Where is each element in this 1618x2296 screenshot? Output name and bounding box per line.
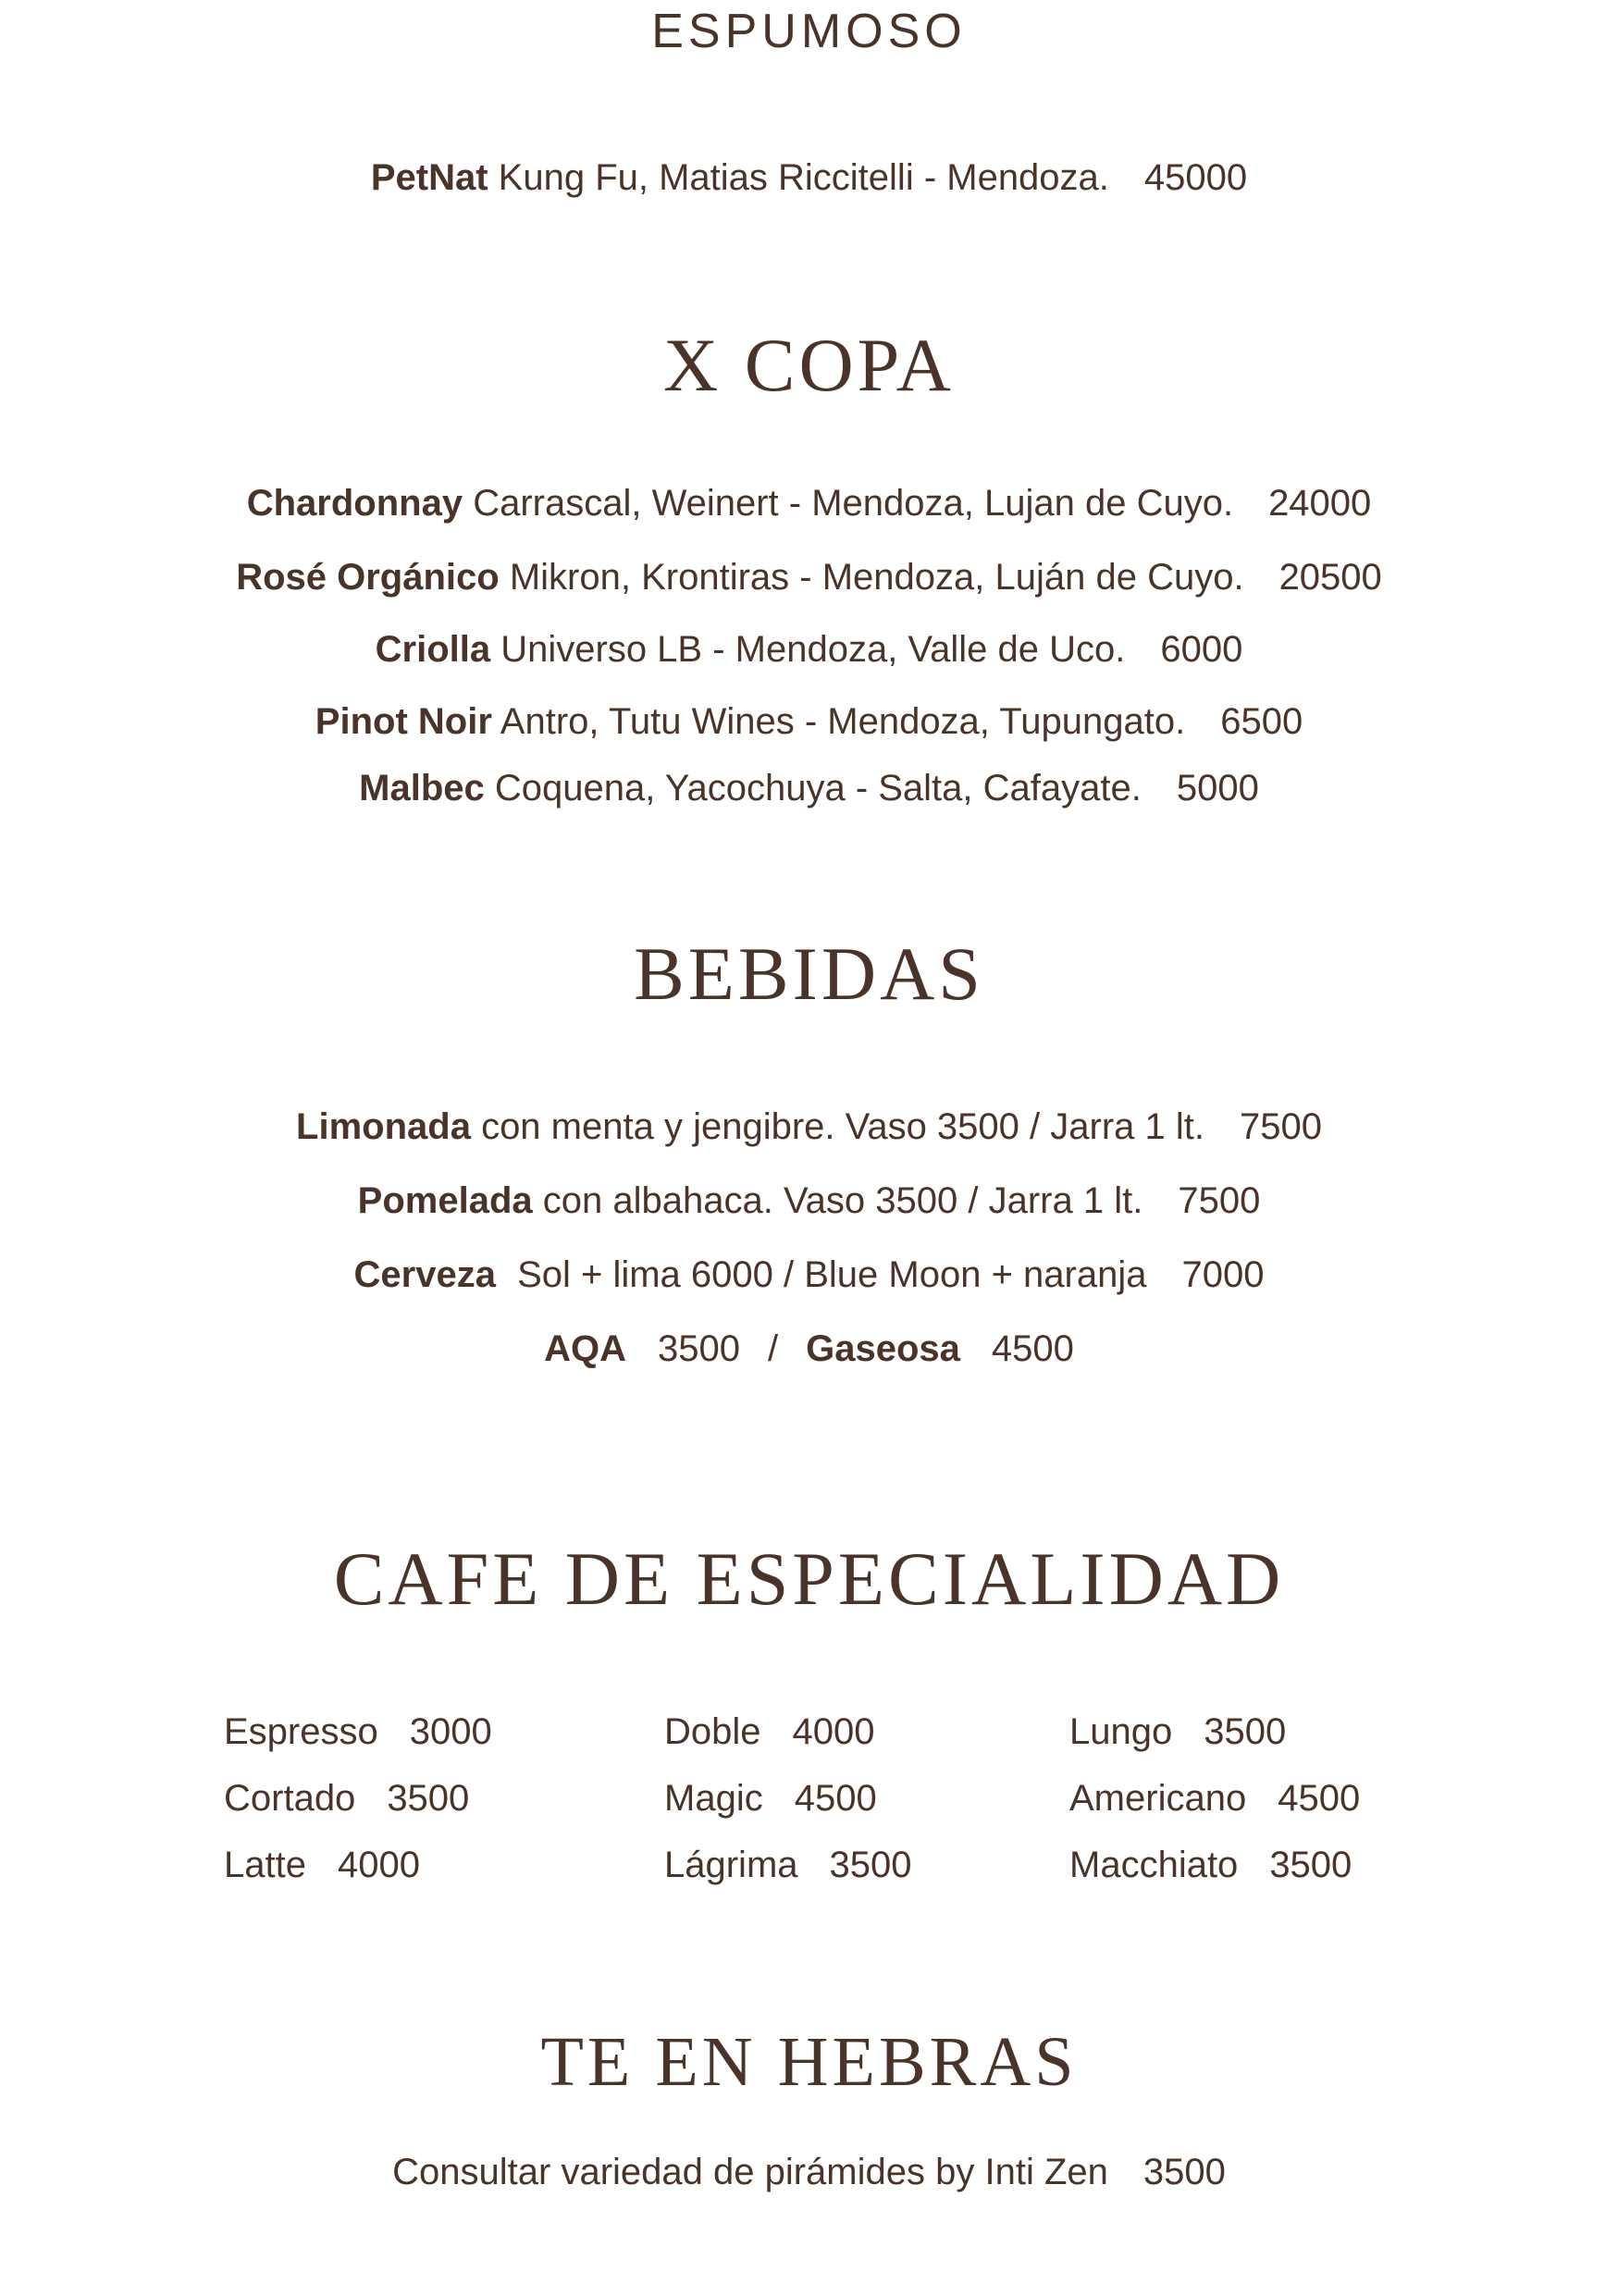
coffee-name: Americano (1069, 1778, 1247, 1819)
coffee-column-3 (1069, 1698, 1360, 1898)
coffee-price: 4500 (794, 1778, 877, 1819)
coffee-name: Espresso (224, 1711, 378, 1752)
menu-item-chardonnay (0, 483, 1618, 525)
section-title-bebidas: BEBIDAS (634, 932, 984, 1016)
item-desc: con albahaca. Vaso 3500 / Jarra 1 lt. (542, 1180, 1143, 1221)
item-price: 5000 (1176, 768, 1259, 809)
section-title-cafe: CAFE DE ESPECIALIDAD (333, 1537, 1285, 1621)
item-name: Criolla (375, 629, 491, 670)
item-desc: Kung Fu, Matias Riccitelli - Mendoza. (498, 157, 1109, 198)
coffee-item (1069, 1765, 1360, 1832)
item-desc: con menta y jengibre. Vaso 3500 / Jarra 1 lt. (481, 1106, 1204, 1147)
item-name: Rosé Orgánico (236, 557, 500, 598)
separator: / (767, 1328, 779, 1369)
item-desc: Antro, Tutu Wines - Mendoza, Tupungato. (500, 701, 1186, 742)
coffee-name: Lungo (1069, 1711, 1173, 1752)
coffee-item (1069, 1832, 1360, 1898)
item-price: 6500 (1220, 701, 1303, 742)
menu-item-pomelada (0, 1180, 1618, 1222)
coffee-column-1 (224, 1698, 492, 1898)
item-desc: Carrascal, Weinert - Mendoza, Lujan de Cuyo. (473, 483, 1234, 524)
item-price: 7500 (1178, 1180, 1261, 1221)
coffee-name: Cortado (224, 1778, 356, 1819)
item-price: 24000 (1268, 483, 1372, 524)
item-price: 6000 (1160, 629, 1243, 670)
menu-item-aqa-gaseosa (0, 1328, 1618, 1370)
coffee-price: 3500 (829, 1845, 912, 1885)
coffee-item (664, 1698, 912, 1765)
item-price: 20500 (1278, 557, 1382, 598)
coffee-item (224, 1698, 492, 1765)
coffee-price: 3500 (1269, 1845, 1352, 1885)
coffee-name: Doble (664, 1711, 761, 1752)
coffee-name: Lágrima (664, 1845, 798, 1885)
item-name: Cerveza (353, 1254, 496, 1295)
section-title-xcopa: X COPA (663, 323, 955, 407)
menu-item-criolla (0, 629, 1618, 671)
item-price: 45000 (1143, 157, 1248, 198)
menu-item-te (0, 2152, 1618, 2193)
coffee-name: Latte (224, 1845, 306, 1885)
item-desc: Mikron, Krontiras - Mendoza, Luján de Cuyo. (509, 557, 1244, 598)
item-desc: Sol + lima 6000 / Blue Moon + naranja (517, 1254, 1147, 1295)
item-name-gaseosa: Gaseosa (806, 1328, 960, 1369)
menu-item-limonada (0, 1106, 1618, 1148)
coffee-item (1069, 1698, 1360, 1765)
menu-item-malbec (0, 768, 1618, 809)
coffee-name: Magic (664, 1778, 763, 1819)
coffee-item (224, 1832, 492, 1898)
item-name-aqa: AQA (544, 1328, 626, 1369)
coffee-price: 4500 (1278, 1778, 1361, 1819)
coffee-item (664, 1832, 912, 1898)
coffee-item (224, 1765, 492, 1832)
section-title-te: TE EN HEBRAS (540, 2023, 1078, 2101)
menu-item-petnat (0, 157, 1618, 199)
item-name: Malbec (359, 768, 485, 809)
coffee-price: 4000 (337, 1845, 420, 1885)
coffee-price: 3000 (409, 1711, 492, 1752)
item-price: 7000 (1181, 1254, 1265, 1295)
item-desc: Universo LB - Mendoza, Valle de Uco. (500, 629, 1126, 670)
section-title-espumoso: ESPUMOSO (651, 5, 967, 58)
menu-item-cerveza (0, 1254, 1618, 1296)
item-price-gaseosa: 4500 (991, 1328, 1074, 1369)
coffee-price: 3500 (387, 1778, 470, 1819)
item-desc: Coquena, Yacochuya - Salta, Cafayate. (494, 768, 1142, 809)
item-name: Pomelada (357, 1180, 533, 1221)
menu-item-rose-organico (0, 557, 1618, 599)
coffee-name: Macchiato (1069, 1845, 1239, 1885)
item-name: Pinot Noir (315, 701, 492, 742)
item-price: 3500 (1142, 2152, 1226, 2192)
item-desc: Consultar variedad de pirámides by Inti Zen (392, 2152, 1108, 2192)
coffee-item (664, 1765, 912, 1832)
item-price-aqa: 3500 (658, 1328, 740, 1369)
item-name: Limonada (296, 1106, 471, 1147)
item-price: 7500 (1239, 1106, 1322, 1147)
menu-item-pinot-noir (0, 701, 1618, 743)
item-name: Chardonnay (246, 483, 463, 524)
item-name: PetNat (370, 157, 488, 198)
coffee-price: 3500 (1204, 1711, 1287, 1752)
coffee-column-2 (664, 1698, 912, 1898)
coffee-price: 4000 (792, 1711, 875, 1752)
